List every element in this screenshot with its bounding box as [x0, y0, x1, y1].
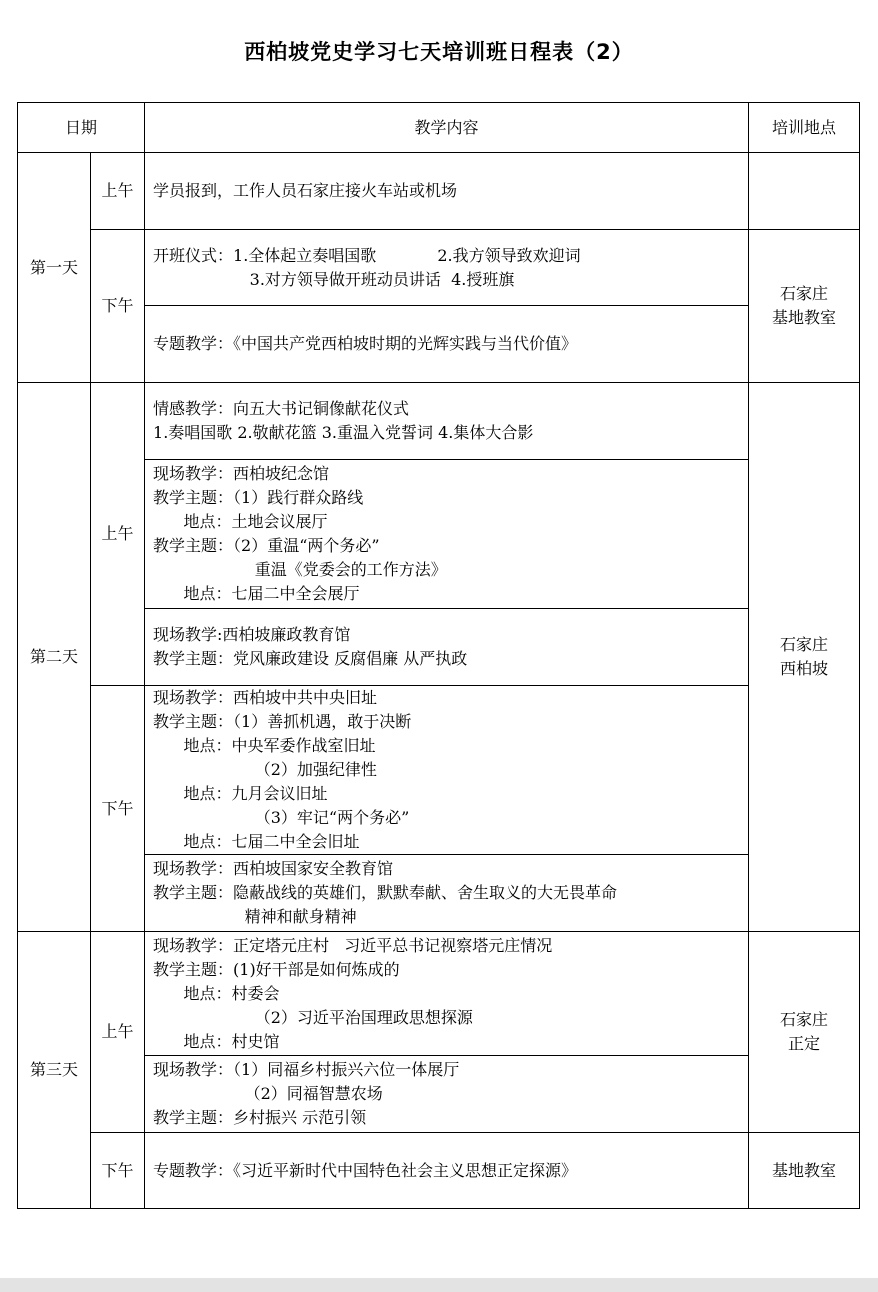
content-cell: [145, 230, 749, 306]
content-line: 教学主题：（1）践行群众路线: [153, 488, 364, 507]
content-line: 地点：村委会: [153, 983, 280, 1003]
content-line: （2）加强纪律性: [153, 760, 377, 779]
content-line: 地点：七届二中全会展厅: [153, 584, 360, 603]
content-line: 地点：九月会议旧址: [153, 784, 328, 803]
period-label: 上午: [91, 383, 145, 686]
content-cell: [145, 383, 749, 460]
content-cell: [145, 306, 749, 383]
content-line: 专题教学：《中国共产党西柏坡时期的光辉实践与当代价值》: [153, 334, 578, 353]
period-label: 上午: [91, 153, 145, 230]
content-line: 1.奏唱国歌 2.敬献花篮 3.重温入党誓词 4.集体大合影: [153, 423, 534, 442]
header-date: 日期: [18, 103, 145, 153]
location-cell: 石家庄 西柏坡: [749, 383, 860, 932]
content-line: 教学主题：乡村振兴 示范引领: [153, 1108, 367, 1127]
header-row: [18, 103, 860, 153]
day-label: 第一天: [18, 153, 91, 383]
content-line: 地点：村史馆: [153, 1031, 280, 1051]
content-cell: [145, 1056, 749, 1133]
content-cell: [145, 855, 749, 932]
content-line: 重温《党委会的工作方法》: [153, 560, 447, 579]
header-content: 教学内容: [145, 103, 749, 153]
content-line: （2）习近平治国理政思想探源: [153, 1007, 473, 1027]
table-row: [18, 686, 860, 855]
table-row: [18, 1056, 860, 1133]
table-row: [18, 230, 860, 306]
content-line: 教学主题：党风廉政建设 反腐倡廉 从严执政: [153, 649, 468, 668]
table-row: [18, 1133, 860, 1209]
content-line: 地点：七届二中全会旧址: [153, 832, 360, 851]
schedule-table: [17, 102, 860, 1209]
location-cell: 基地教室: [749, 1133, 860, 1209]
content-cell: [145, 609, 749, 686]
content-line: 教学主题：（2）重温“两个务必”: [153, 536, 380, 555]
period-label: 上午: [91, 932, 145, 1133]
content-cell: [145, 932, 749, 1056]
location-cell: 石家庄 基地教室: [749, 230, 860, 383]
content-line: 现场教学：西柏坡纪念馆: [153, 464, 330, 483]
content-line: 地点：土地会议展厅: [153, 512, 328, 531]
document-title: 西柏坡党史学习七天培训班日程表（2）: [244, 40, 634, 64]
content-cell: [145, 1133, 749, 1209]
content-line: 3.对方领导做开班动员讲话 4.授班旗: [153, 269, 515, 289]
day-label: 第三天: [18, 932, 91, 1209]
table-row: [18, 932, 860, 1056]
content-cell: [145, 686, 749, 855]
content-line: 精神和献身精神: [153, 907, 357, 926]
period-label: 下午: [91, 1133, 145, 1209]
content-line: 教学主题：(1)好干部是如何炼成的: [153, 959, 400, 979]
content-line: 情感教学：向五大书记铜像献花仪式: [153, 399, 410, 418]
header-location: 培训地点: [749, 103, 860, 153]
content-line: 学员报到，工作人员石家庄接火车站或机场: [153, 181, 458, 200]
content-line: 现场教学：西柏坡中共中央旧址: [153, 688, 378, 707]
content-line: 现场教学:西柏坡廉政教育馆: [153, 625, 351, 644]
content-line: 现场教学：西柏坡国家安全教育馆: [153, 859, 394, 878]
content-line: 专题教学：《习近平新时代中国特色社会主义思想正定探源》: [153, 1160, 578, 1180]
table-row: [18, 153, 860, 230]
page-bottom-scrollbar: [0, 1278, 878, 1292]
content-line: 教学主题：隐蔽战线的英雄们，默默奉献、舍生取义的大无畏革命: [153, 883, 618, 902]
content-line: 现场教学：（1）同福乡村振兴六位一体展厅: [153, 1060, 460, 1079]
content-cell: [145, 153, 749, 230]
content-line: （2）同福智慧农场: [153, 1084, 383, 1103]
content-cell: [145, 460, 749, 609]
period-label: 下午: [91, 230, 145, 383]
content-line: 教学主题：（1）善抓机遇，敢于决断: [153, 712, 412, 731]
day-label: 第二天: [18, 383, 91, 932]
table-row: [18, 855, 860, 932]
table-row: [18, 609, 860, 686]
location-cell: 石家庄 正定: [749, 932, 860, 1133]
content-line: 现场教学：正定塔元庄村 习近平总书记视察塔元庄情况: [153, 935, 553, 955]
location-cell-empty: [749, 153, 860, 230]
period-label: 下午: [91, 686, 145, 932]
content-line: 地点：中央军委作战室旧址: [153, 736, 376, 755]
content-line: （3）牢记“两个务必”: [153, 808, 410, 827]
table-row: [18, 460, 860, 609]
table-row: [18, 306, 860, 383]
content-line: 开班仪式：1.全体起立奏唱国歌 2.我方领导致欢迎词: [153, 245, 581, 265]
table-row: [18, 383, 860, 460]
